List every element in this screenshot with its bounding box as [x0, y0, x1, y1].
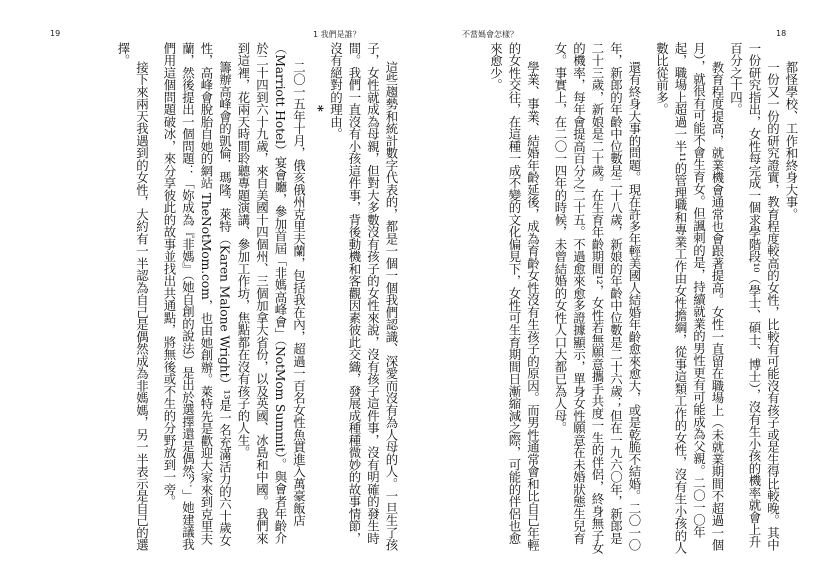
right-page-body: [456, 42, 800, 554]
left-page-body: [54, 42, 400, 554]
left-page-number: 19: [50, 29, 61, 38]
paragraph: 還有終身大事的問題。現在許多年輕美國人結婚年齡愈來愈大，或是乾脆不結婚。二〇一〇年，新郎的年齡中位數是二十八歲，新娘的年齡中位數是二十六歲；但在一九六〇年，新郎是二十三歲，新娘是二十歲。在生育年齡期間¹²，女性若無願意攜手共度一生的伴侶，終身無子女的機率，每年會提高百分之二十五。不過愈來愈多證據顯示，單身女性願意在未婚狀態生兒育女。事實上，在二〇一四年的時候，未曾結婚的女性人口大都已為人母。: [553, 42, 642, 554]
paragraph: 這些趨勢和統計數字代表的，都是一個一個我們認識、深愛而沒有為人母的人。一旦生了孩子，女性就成為母親，但對大多數沒有孩子的女性來說，沒有孩子這件事，沒有明確的發生時間。我們一直沒有小孩這件事，背後動機和客觀因素彼此交織，發展成種種微妙的故事情節，沒有絕對的理由。: [328, 42, 399, 551]
section-separator: [308, 42, 327, 554]
left-page: [0, 42, 420, 554]
paragraph: 籌辦高峰會的凱倫．瑪隆．萊特（Karen Malone Wright）¹³是一名充滿活力的六十歲女性，高峰會脫胎自她的網站 TheNotMom.com，也由她創辦。萊特先是歡迎大家來到克里夫蘭，然後提出一個問題：「妳成為『非媽』（她自創的說法）是出於選擇還是偶然？」她建議我們用這個問題破冰，來分享彼此的故事並找出共通點，將無後或不生的分野放到一旁。: [162, 42, 233, 551]
paragraph: 教育程度提高，就業機會通常也會跟著提高。女性一直留在職場上（未就業期間不超過一個月），就很有可能不會生育女。但諷刺的是，持續就業的男性更有可能成為父親。二〇一〇年起，職場上超過一半¹¹的管理職和專業工作由女性擔綱，從事這類工作的女性，沒有生小孩的人數比從前多。: [654, 42, 725, 554]
left-running-title: 1 我們是誰？: [313, 30, 361, 39]
separator-asterisk: *: [310, 105, 325, 112]
paragraph: 學業、事業、結婚年齡延後，成為育齡女性沒有生孩子的原因。而男性通常會和比自己年輕的女性交往，在這種一成不變的文化偏見下，女性可生育期間日漸縮減之際，可能的伴侶也愈來愈少。: [488, 42, 541, 551]
paragraph: 接下來兩天我遇到的女性，大約有一半認為自己是偶然成為非媽媽，另一半表示是自己的選擇。: [116, 42, 150, 551]
paragraph: 二〇一五年十月，俄亥俄州克里夫蘭，包括我在內，超過一百名女性魚貫進入萬豪飯店（Marriott Hotel）宴會廳，參加首屆「非媽高峰會」（NotMom Summit）。與會者年齡介於二十四到六十九歲，來自美國十四個州、三個加拿大省份，以及英國、冰島和中國。我們來到這裡，花兩天時間聆聽專題演講、參加工作坊，焦點都在沒有孩子的人生。: [236, 42, 307, 545]
right-running-title: 不當媽會怎樣？: [462, 30, 518, 39]
paragraph: 一份又一份的研究證實，教育程度較高的女性，比較有可能沒有孩子或是生得比較晚。其中一份研究指出，女性每完成一個求學階段¹⁰（學士、碩士、博士），沒有生小孩的機率就會上升百分之十四。: [728, 42, 781, 551]
right-page: [420, 42, 840, 554]
paragraph: 都怪學校、工作和終身大事。: [784, 60, 799, 220]
right-page-number: 18: [776, 29, 787, 38]
